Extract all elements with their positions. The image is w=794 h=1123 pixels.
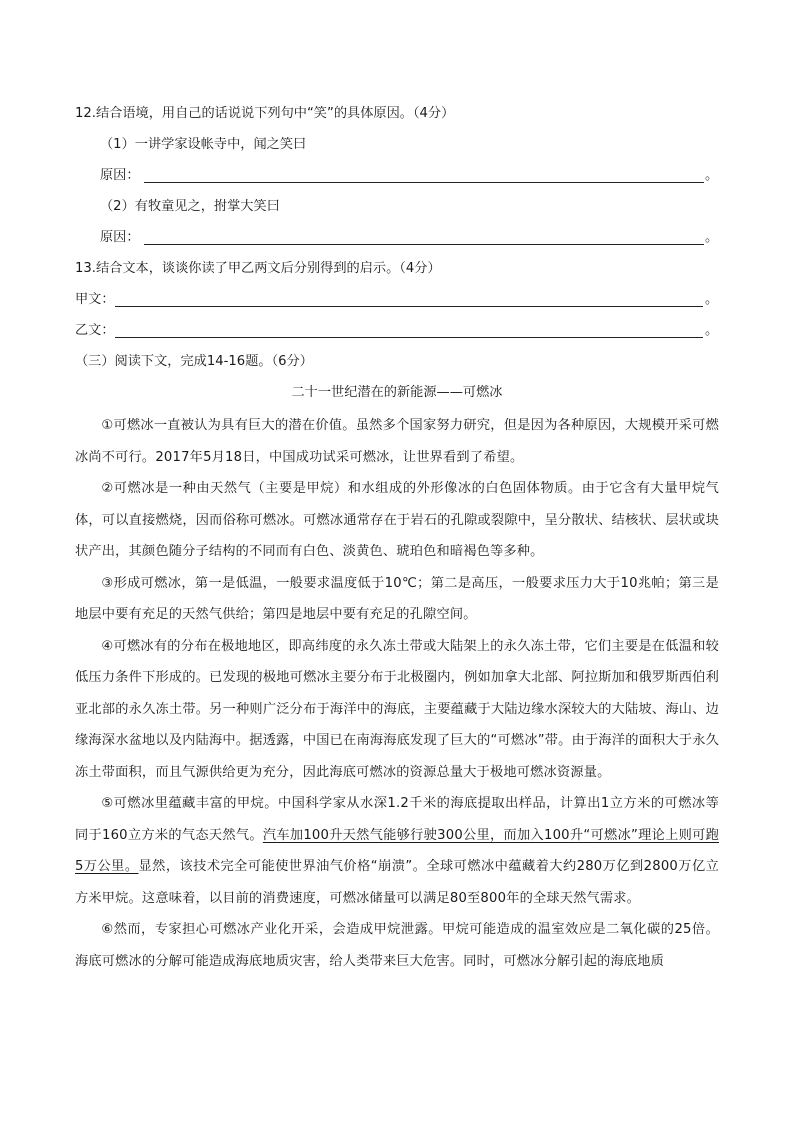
answer-line[interactable] [115, 337, 703, 338]
paragraph-3: ③形成可燃冰，第一是低温，一般要求温度低于10℃；第二是高压，一般要求压力大于10兆帕；第三是地层中要有充足的天然气供给；第四是地层中要有充足的孔隙空间。 [75, 575, 719, 622]
question-13-answer-jia[interactable] [75, 290, 720, 310]
section-3-intro: （三）阅读下文，完成14-16题。（6分） [75, 354, 313, 369]
passage-body [75, 410, 719, 977]
reason-label: 原因： [100, 168, 140, 183]
question-12-stem: 12.结合语境，用自己的话说说下列句中“笑”的具体原因。（4分） [75, 106, 455, 121]
question-12-item-1: （1）一讲学家设帐寺中，闻之笑曰 [100, 137, 307, 152]
passage-title: 二十一世纪潜在的新能源——可燃冰 [291, 385, 503, 400]
paragraph-6: ⑥然而，专家担心可燃冰产业化开采，会造成甲烷泄露。甲烷可能造成的温室效应是二氧化碳的25倍。海底可燃冰的分解可能造成海底地质灾害，给人类带来巨大危害。同时，可燃冰分解引起的海底地质 [75, 922, 719, 969]
question-12-answer-1[interactable] [100, 166, 720, 186]
paragraph-4: ④可燃冰有的分布在极地地区，即高纬度的永久冻土带或大陆架上的永久冻土带，它们主要是在低温和较低压力条件下形成的。已发现的极地可燃冰主要分布于北极圈内，例如加拿大北部、阿拉斯加和俄罗斯西伯利亚北部的永久冻土带。另一种则广泛分布于海洋中的海底，主要蕴藏于大陆边缘水深较大的大陆坡、海山、边缘海深水盆地以及内陆海中。据透露，中国已在南海海底发现了巨大的“可燃冰”带。由于海洋的面积大于永久冻土带面积，而且气源供给更为充分，因此海底可燃冰的资源总量大于极地可燃冰资源量。 [75, 638, 719, 780]
period-mark: 。 [705, 230, 719, 245]
reason-label: 原因： [100, 230, 140, 245]
paragraph-2: ②可燃冰是一种由天然气（主要是甲烷）和水组成的外形像冰的白色固体物质。由于它含有大量甲烷气体，可以直接燃烧，因而俗称可燃冰。可燃冰通常存在于岩石的孔隙或裂隙中，呈分散状、结核状、层状或块状产出，其颜色随分子结构的不同而有白色、淡黄色、琥珀色和暗褐色等多种。 [75, 481, 719, 559]
yi-label: 乙文： [75, 323, 115, 338]
period-mark: 。 [705, 168, 719, 183]
answer-line[interactable] [144, 182, 704, 183]
underlined-sentence: 汽车加100升天然气能够行驶300公里，而加入100升“可燃冰”理论上则可跑5万公里。 [75, 827, 720, 874]
paragraph-1: ①可燃冰一直被认为具有巨大的潜在价值。虽然多个国家努力研究，但是因为各种原因，大规模开采可燃冰尚不可行。2017年5月18日，中国成功试采可燃冰，让世界看到了希望。 [75, 418, 719, 465]
question-12-answer-2[interactable] [100, 228, 720, 248]
paragraph-5-part-a: ⑤可燃冰里蕴藏丰富的甲烷。中国科学家从水深1.2千米的海底提取出样品，计算出1立方米的可燃冰等同于160立方米的气态天然气。 [75, 796, 719, 843]
period-mark: 。 [705, 323, 719, 338]
answer-line[interactable] [115, 306, 703, 307]
answer-line[interactable] [144, 244, 704, 245]
paragraph-5-part-b: 显然，该技术完全可能使世界油气价格“崩溃”。全球可燃冰中蕴藏着大约280万亿到2800万亿立方米甲烷。这意味着，以目前的消费速度，可燃冰储量可以满足80至800年的全球天然气需求。 [75, 859, 720, 906]
paragraph-5 [75, 788, 719, 914]
question-13-answer-yi[interactable] [75, 321, 720, 341]
question-12-item-2: （2）有牧童见之，拊掌大笑曰 [100, 199, 280, 214]
question-13-stem: 13.结合文本，谈谈你读了甲乙两文后分别得到的启示。（4分） [75, 261, 441, 276]
period-mark: 。 [705, 292, 719, 307]
jia-label: 甲文： [75, 292, 115, 307]
